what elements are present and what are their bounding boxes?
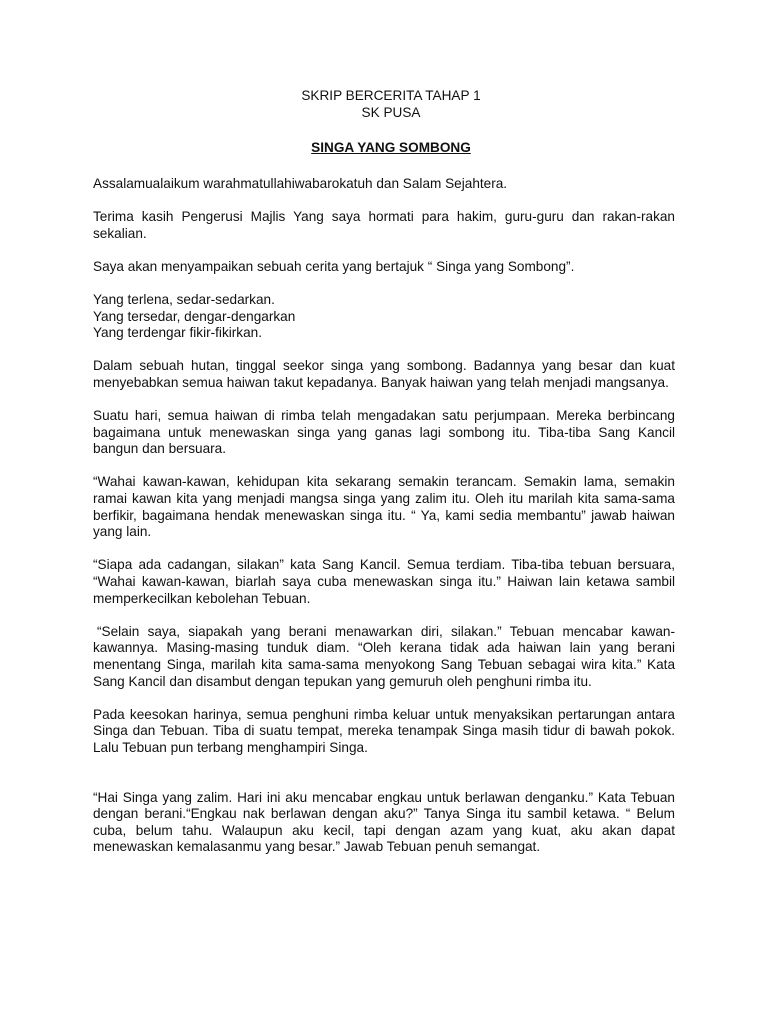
paragraph-story-6: Pada keesokan harinya, semua penghuni rimba keluar untuk menyaksikan pertarungan antara Singa dan Tebuan. Tiba di suatu tempat, mereka tenampak Singa masih tidur di bawah pokok. Lalu Tebuan pun terbang menghampiri Singa. bbox=[93, 706, 675, 755]
paragraph-story-3: “Wahai kawan-kawan, kehidupan kita sekarang semakin terancam. Semakin lama, semakin ramai kawan kita yang menjadi mangsa singa yang zalim itu. Oleh itu marilah kita sama-sama berfikir, bagaimana hendak menewaskan singa itu. “ Ya, kami sedia membantu” jawab haiwan yang lain. bbox=[93, 474, 675, 540]
paragraph-story-2: Suatu hari, semua haiwan di rimba telah mengadakan satu perjumpaan. Mereka berbincang bagaimana untuk menewaskan singa yang ganas lagi sombong itu. Tiba-tiba Sang Kancil bangun dan bersuara. bbox=[93, 408, 675, 457]
document-body bbox=[93, 88, 675, 856]
verse-line-1: Yang terlena, sedar-sedarkan. bbox=[93, 291, 275, 307]
paragraph-story-1: Dalam sebuah hutan, tinggal seekor singa yang sombong. Badannya yang besar dan kuat menyebabkan semua haiwan takut kepadanya. Banyak haiwan yang telah menjadi mangsanya. bbox=[93, 358, 675, 390]
paragraph-story-7: “Hai Singa yang zalim. Hari ini aku mencabar engkau untuk berlawan denganku.” Kata Tebuan dengan berani.“Engkau nak berlawan dengan aku?” Tanya Singa itu sambil ketawa. “ Belum cuba, belum tahu. Walaupun aku kecil, tapi dengan azam yang kuat, aku akan dapat menewaskan kemalasanmu yang besar.” Jawab Tebuan penuh semangat. bbox=[93, 789, 675, 855]
header-line-2: SK PUSA bbox=[361, 104, 421, 120]
header-line-1: SKRIP BERCERITA TAHAP 1 bbox=[301, 88, 481, 103]
verse-line-2: Yang tersedar, dengar-dengarkan bbox=[93, 308, 296, 324]
paragraph-thanks: Terima kasih Pengerusi Majlis Yang saya hormati para hakim, guru-guru dan rakan-rakan sekalian. bbox=[93, 208, 675, 241]
story-title: SINGA YANG SOMBONG bbox=[311, 140, 471, 156]
paragraph-story-4: “Siapa ada cadangan, silakan” kata Sang Kancil. Semua terdiam. Tiba-tiba tebuan bersuara, “Wahai kawan-kawan, biarlah saya cuba menewaskan singa itu.” Haiwan lain ketawa sambil memperkecilkan kebolehan Tebuan. bbox=[93, 557, 675, 606]
verse-line-3: Yang terdengar fikir-fikirkan. bbox=[93, 325, 262, 341]
paragraph-greeting: Assalamualaikum warahmatullahiwabarokatuh dan Salam Sejahtera. bbox=[93, 175, 508, 191]
paragraph-story-5: “Selain saya, siapakah yang berani menawarkan diri, silakan.” Tebuan mencabar kawan-kawannya. Masing-masing tunduk diam. “Oleh kerana tidak ada haiwan lain yang berani menentang Singa, marilah kita sama-sama menyokong Sang Tebuan sebagai wira kita.” Kata Sang Kancil dan disambut dengan tepukan yang gemuruh oleh penghuni rimba itu. bbox=[93, 623, 675, 689]
verse-block bbox=[93, 292, 675, 342]
paragraph-intro: Saya akan menyampaikan sebuah cerita yang bertajuk “ Singa yang Sombong”. bbox=[93, 258, 575, 274]
